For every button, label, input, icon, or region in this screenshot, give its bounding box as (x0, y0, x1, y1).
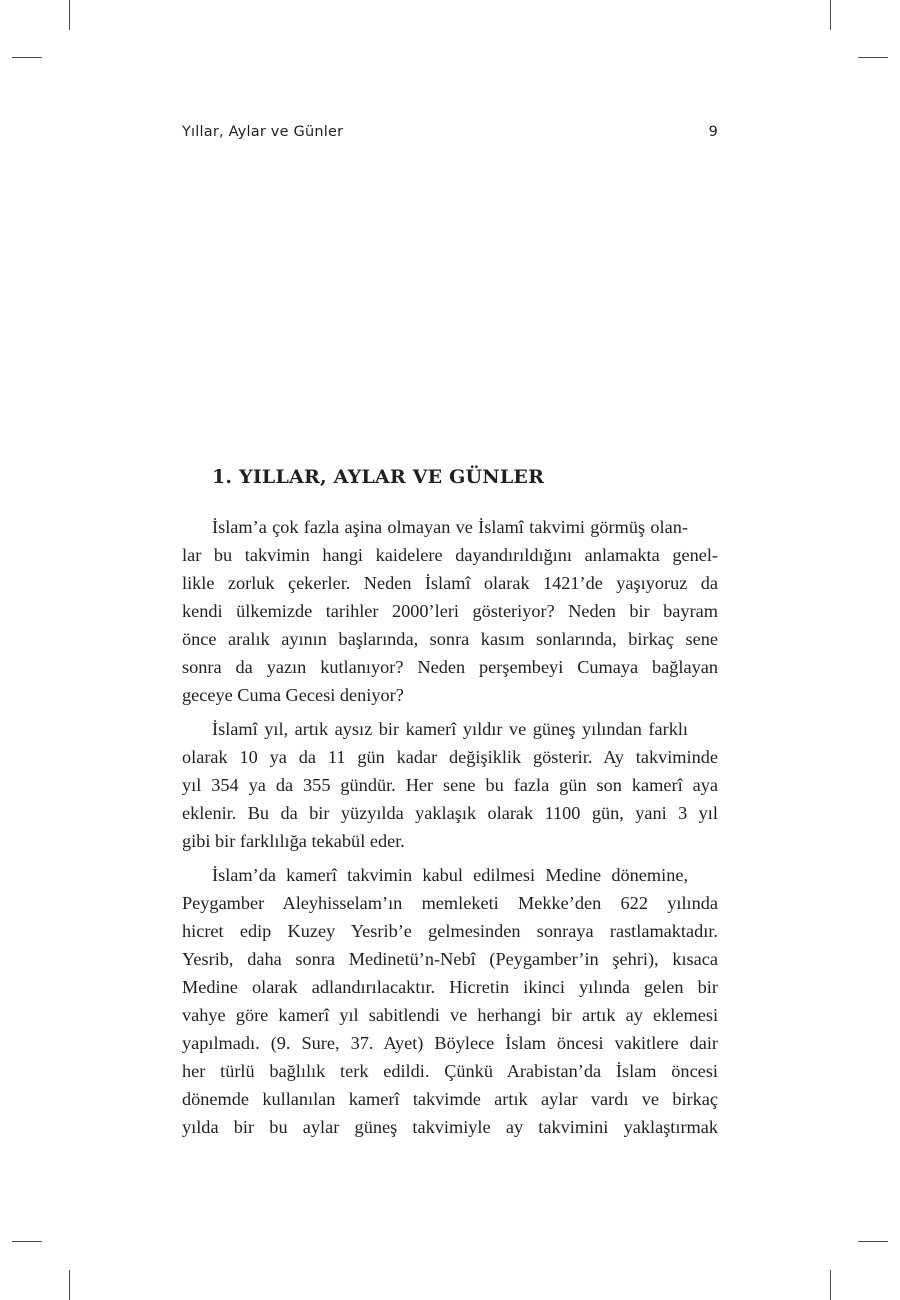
paragraph (182, 513, 718, 709)
text-line: eklenir. Bu da bir yüzyılda yaklaşık olarak 1100 gün, yani 3 yıl (182, 803, 718, 823)
text-line: vahye göre kamerî yıl sabitlendi ve herhangi bir artık ay eklemesi (182, 1005, 719, 1025)
text-line: Yesrib, daha sonra Medinetü’n-Nebî (Peygamber’in şehri), kısaca (182, 949, 719, 969)
paragraph (182, 861, 718, 1141)
chapter-heading: 1. YILLAR, AYLAR VE GÜNLER (212, 466, 545, 488)
text-line: önce aralık ayının başlarında, sonra kasım sonlarında, birkaç sene (182, 629, 718, 649)
running-head-title: Yıllar, Aylar ve Günler (182, 124, 344, 140)
text-line: lar bu takvimin hangi kaidelere dayandırıldığını anlamakta genel- (182, 545, 718, 565)
paragraph (182, 715, 718, 855)
body-text (182, 513, 718, 1141)
crop-mark-left-bottom (12, 1241, 42, 1242)
text-line: kendi ülkemizde tarihler 2000’leri gösteriyor? Neden bir bayram (182, 601, 718, 621)
text-line: İslamî yıl, artık aysız bir kamerî yıldır ve güneş yılından farklı (212, 719, 689, 739)
text-line: dönemde kullanılan kamerî takvimde artık aylar vardı ve birkaç (182, 1089, 718, 1109)
page-number: 9 (708, 124, 718, 140)
text-line: geceye Cuma Gecesi deniyor? (182, 685, 404, 705)
crop-mark-left-top (12, 57, 42, 58)
text-line: likle zorluk çekerler. Neden İslamî olarak 1421’de yaşıyoruz da (182, 573, 718, 593)
text-line: yapılmadı. (9. Sure, 37. Ayet) Böylece İslam öncesi vakitlere dair (182, 1033, 719, 1053)
text-line: olarak 10 ya da 11 gün kadar değişiklik gösterir. Ay takviminde (182, 747, 719, 767)
text-line: sonra da yazın kutlanıyor? Neden perşembeyi Cumaya bağlayan (182, 657, 719, 677)
text-line: her türlü bağlılık terk edildi. Çünkü Arabistan’da İslam öncesi (182, 1061, 718, 1081)
text-line: gibi bir farklılığa tekabül eder. (182, 831, 405, 851)
text-line: İslam’da kamerî takvimin kabul edilmesi Medine dönemine, (212, 865, 689, 885)
crop-mark-right-top (858, 57, 888, 58)
text-line: yılda bir bu aylar güneş takvimiyle ay takvimini yaklaştırmak (182, 1117, 719, 1137)
text-line: yıl 354 ya da 355 gündür. Her sene bu fazla gün son kamerî aya (182, 775, 718, 795)
crop-mark-right-bottom (858, 1241, 888, 1242)
crop-mark-bottom-left (69, 1270, 70, 1300)
crop-mark-bottom-right (830, 1270, 831, 1300)
text-line: Peygamber Aleyhisselam’ın memleketi Mekke’den 622 yılında (182, 893, 719, 913)
text-line: hicret edip Kuzey Yesrib’e gelmesinden sonraya rastlamaktadır. (182, 921, 718, 941)
text-line: İslam’a çok fazla aşina olmayan ve İslamî takvimi görmüş olan- (212, 517, 688, 537)
crop-mark-top-right (830, 0, 831, 30)
text-line: Medine olarak adlandırılacaktır. Hicretin ikinci yılında gelen bir (182, 977, 718, 997)
crop-mark-top-left (69, 0, 70, 30)
